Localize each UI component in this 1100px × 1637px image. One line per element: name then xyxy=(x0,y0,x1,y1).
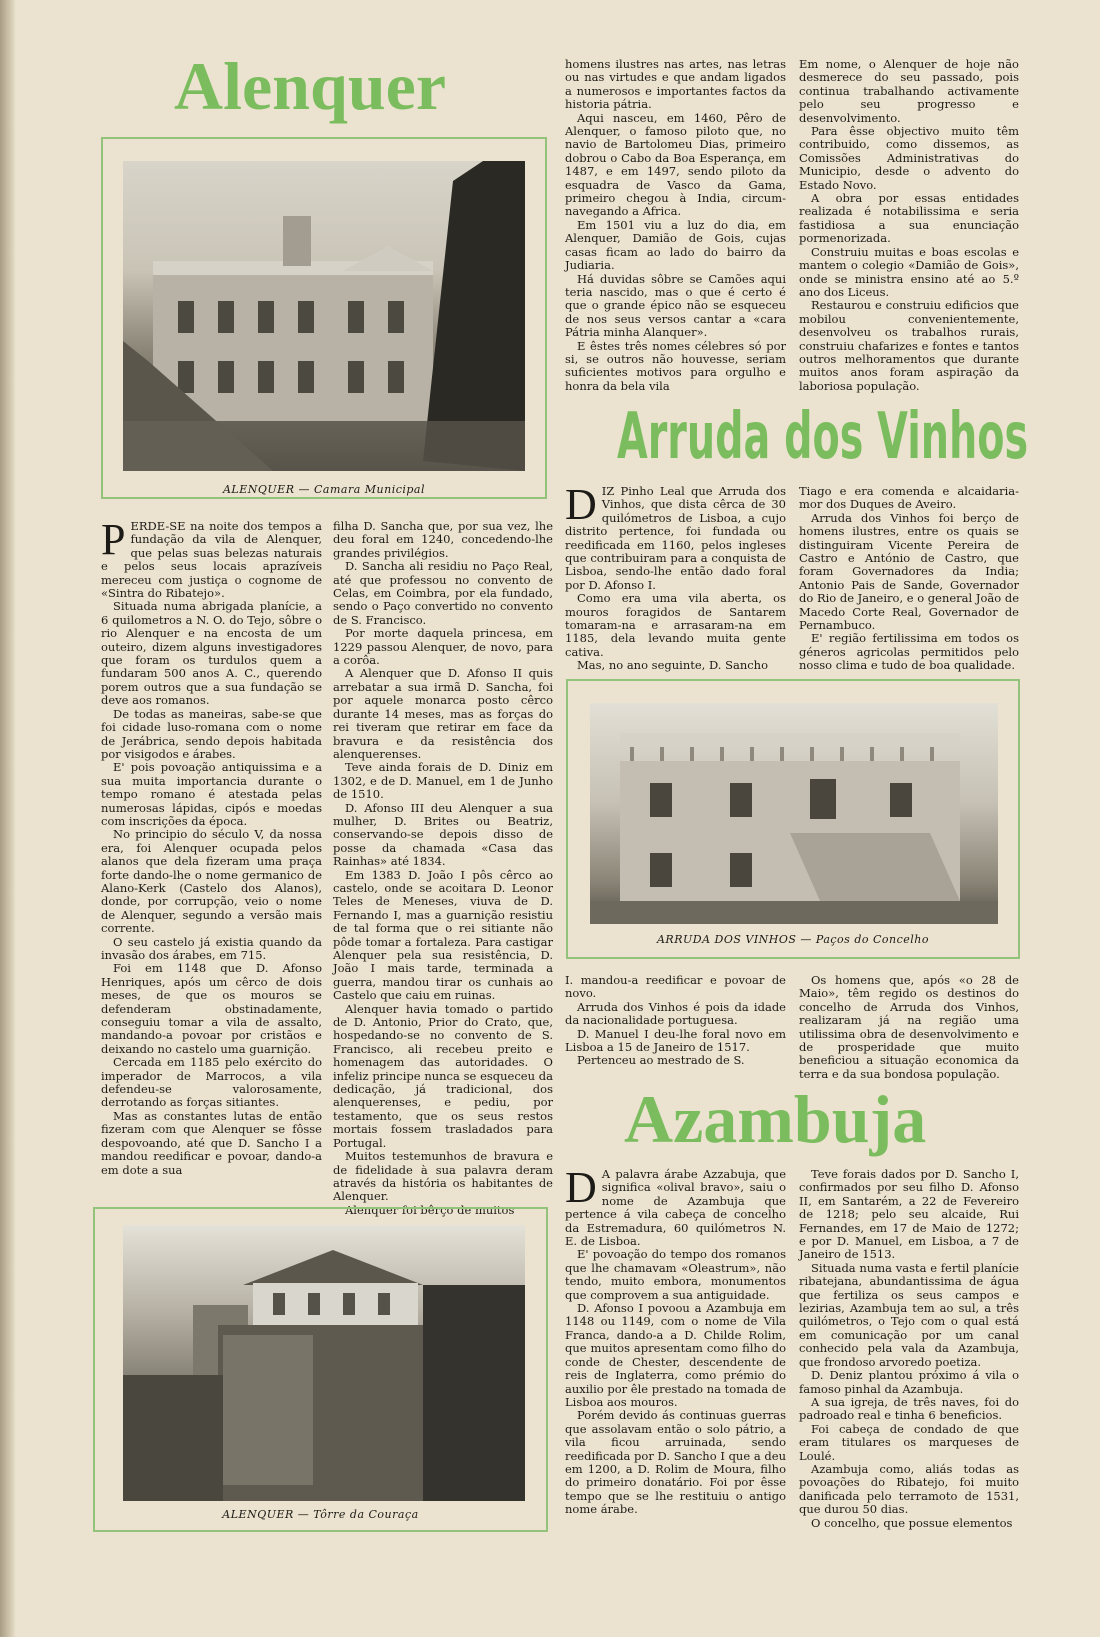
arruda-c-p2: Arruda dos Vinhos é pois da idade da nacionalidade portuguesa. xyxy=(565,999,786,1028)
azambuja-b-p1: Teve forais dados por D. Sancho I, confirmados por seu filho D. Afonso II, em Santarém, a 22 de Fevereiro de 1218; pelo seu alcaide, Rui Fernandes, em 17 de Maio de 1272; e por D. Manuel, em Lisboa, a 7 de Janeiro de 1513. xyxy=(799,1167,1019,1262)
azambuja-a-p1-text: A palavra árabe Azzabuja, que significa «olival bravo», saiu o nome de Azambuja que pertence á vila cabeça de concelho da Estremadura, 60 quilómetros N. E. de Lisboa. xyxy=(565,1167,786,1249)
azambuja-column-b xyxy=(799,1168,1019,1540)
alenquer-c2-p1: filha D. Sancha que, por sua vez, lhe deu foral em 1240, concedendo-lhe grandes privilégios. xyxy=(333,519,553,560)
alenquer-c2-p9: Muitos testemunhos de bravura e de fidelidade à sua palavra deram através da história os habitantes de Alenquer. xyxy=(333,1149,553,1204)
arruda-b-p3: E' região fertilissima em todos os géneros agricolas permitidos pelo nosso clima e tudo de boa qualidade. xyxy=(799,631,1019,673)
torre-da-couraca-illustration xyxy=(123,1225,525,1501)
alenquer-c1-p7: Foi em 1148 que D. Afonso Henriques, após um cêrco de dois meses, de que os mouros se defenderam obstinadamente, conseguiu tomar a vila de assalto, mandando-a povoar por cristãos e deixando no castelo uma guarnição. xyxy=(101,961,322,1056)
alenquer-c2-p6: D. Afonso III deu Alenquer a sua mulher, D. Brites ou Beatriz, conservando-se depois disso de posse da chamada «Casa das Rainhas» até 1834. xyxy=(333,800,553,869)
alenquer-c2-p3: Por morte daquela princesa, em 1229 passou Alenquer, de novo, para a corôa. xyxy=(333,626,553,668)
arruda-column-b xyxy=(799,485,1019,675)
alenquer-column-4 xyxy=(799,58,1019,403)
azambuja-b-p4: A sua igreja, de três naves, foi do padroado real e tinha 6 beneficios. xyxy=(799,1394,1019,1423)
alenquer-c1-p5: No principio do século V, da nossa era, foi Alenquer ocupada pelos alanos que dela fizeram uma praça forte dando-lhe o nome germanico de Alano-Kerk (Castelo dos Alanos), donde, por corrupção, veio o nome de Alenquer, segundo a versão mais corrente. xyxy=(101,827,322,936)
page-spine-shadow xyxy=(0,0,16,1637)
pacos-do-concelho-illustration xyxy=(590,703,998,924)
alenquer-photo1-frame xyxy=(101,137,547,499)
arruda-d-p1: Os homens que, após «o 28 de Maio», têm regido os destinos do concelho de Arruda dos Vinhos, realizaram já na região uma utilissima obra de desenvolvimento e de prosperidade que muito beneficiou a situação economica da terra e da sua bondosa população. xyxy=(799,973,1019,1081)
alenquer-title: Alenquer xyxy=(174,48,446,124)
alenquer-column-2 xyxy=(333,519,553,1217)
azambuja-b-p3: D. Deniz plantou próximo á vila o famoso pinhal da Azambuja. xyxy=(799,1368,1019,1396)
arruda-column-a xyxy=(565,480,786,675)
alenquer-photo2-frame xyxy=(93,1207,548,1532)
arruda-dropcap: D xyxy=(565,480,597,529)
azambuja-b-p2: Situada numa vasta e fertil planície ribatejana, abundantissima de água que fertiliza os seus campos e lezirias, Azambuja tem ao sul, a três quilómetros, o Tejo com o qual está em comunicação por um canal conhecido pela vala da Azambuja, que frondoso arvoredo poetiza. xyxy=(799,1260,1019,1369)
arruda-a-p1-text: IZ Pinho Leal que Arruda dos Vinhos, que dista cêrca de 30 quilómetros de Lisboa, a cujo distrito pertence, foi fundada ou reedificada em 1160, pelos ingleses que contribuiram para a conquista de Lisboa, sendo-lhe então dado foral por D. Afonso I. xyxy=(565,484,786,592)
torre-da-couraca-photo xyxy=(123,1225,525,1501)
alenquer-c3-p4: Há duvidas sôbre se Camões aqui teria nascido, mas o que é certo é que o grande épico não se esqueceu de nos seus versos cantar a «cara Pátria minha Alanquer». xyxy=(565,271,786,340)
azambuja-a-p3: D. Afonso I povoou a Azambuja em 1148 ou 1149, com o nome de Vila Franca, dando-a a D. Childe Rolim, que muitos apresentam como filho do conde de Chester, descendente de reis de Inglaterra, como prémio do auxilio por êle prestado na tomada de Lisboa aos mouros. xyxy=(565,1301,786,1409)
alenquer-c4-p4: Construiu muitas e boas escolas e mantem o colegio «Damião de Gois», onde se ministra ensino até ao 5.º ano dos Liceus. xyxy=(799,244,1019,299)
arruda-a-p3: Mas, no ano seguinte, D. Sancho xyxy=(577,658,769,673)
alenquer-c1-p4: E' pois povoação antiquissima e a sua muita importancia durante o tempo romano é atestada pelas numerosas lápidas, cipós e moedas com inscrições da época. xyxy=(101,760,322,828)
arruda-b-p1: Tiago e era comenda e alcaidaria-mor dos Duques de Aveiro. xyxy=(799,484,1019,512)
alenquer-c1-p2: Situada numa abrigada planície, a 6 quilometros a N. O. do Tejo, sôbre o rio Alenquer e na encosta de um outeiro, dizem alguns investigadores que foram os turdulos quem a fundaram 500 anos A. C., querendo porem outros que a sua fundação se deve aos romanos. xyxy=(101,599,322,708)
camara-municipal-illustration xyxy=(123,161,525,471)
arruda-c-p1: I. mandou-a reedificar e povoar de novo. xyxy=(565,973,786,1001)
arruda-column-c xyxy=(565,974,786,1079)
alenquer-c4-p5: Restaurou e construiu edificios que mobilou convenientemente, desenvolveu os trabalhos rurais, construiu chafarizes e fontes e tantos outros melhoramentos que durante muitos anos foram aspiração da laboriosa população. xyxy=(799,298,1019,393)
azambuja-b-p5: Foi cabeça de condado de que eram titulares os marqueses de Loulé. xyxy=(799,1421,1019,1463)
arruda-a-p2: Como era uma vila aberta, os mouros foragidos de Santarem tomaram-na e arrasaram-na em 1185, dela levando muita gente cativa. xyxy=(565,591,786,659)
alenquer-c3-p2: Aqui nasceu, em 1460, Pêro de Alenquer, o famoso piloto que, no navio de Bartolomeu Dias, primeiro dobrou o Cabo da Boa Esperança, em 1487, e em 1497, sendo piloto da esquadra de Vasco da Gama, primeiro chegou à India, circum-navegando a Africa. xyxy=(565,110,786,219)
alenquer-c3-p5: E êstes três nomes célebres só por si, se outros não houvesse, seriam suficientes motivos para orgulho e honra da bela vila xyxy=(565,338,786,393)
alenquer-c2-p2: D. Sancha ali residiu no Paço Real, até que professou no convento de Celas, em Coimbra, por ela fundado, sendo o Paço convertido no convento de S. Francisco. xyxy=(333,559,553,627)
arruda-photo-caption: ARRUDA DOS VINHOS — Paços do Concelho xyxy=(656,933,930,946)
azambuja-a-p1 xyxy=(565,1163,786,1249)
arruda-title: Arruda dos Vinhos xyxy=(617,400,1029,474)
alenquer-photo2-caption: ALENQUER — Tôrre da Couraça xyxy=(222,1508,419,1521)
alenquer-c2-p5: Teve ainda forais de D. Diniz em 1302, e de D. Manuel, em 1 de Junho de 1510. xyxy=(333,760,553,802)
alenquer-c3-p1: homens ilustres nas artes, nas letras ou nas virtudes e que andam ligados a numerosos e importantes factos da historia pátria. xyxy=(565,57,786,112)
alenquer-column-3 xyxy=(565,58,786,403)
arruda-a-p1 xyxy=(565,480,786,592)
alenquer-c2-p10: Alenquer foi bêrço de muitos xyxy=(345,1202,515,1217)
arruda-b-p2: Arruda dos Vinhos foi berço de homens ilustres, entre os quais se distinguiram Vicente Pereira de Castro e António de Castro, que foram Governadores da India; Antonio Pais de Sande, Governador do Rio de Janeiro, e o general João de Macedo Corte Real, Governador de Pernambuco. xyxy=(799,510,1020,633)
azambuja-b-p7: O concelho, que possue elementos xyxy=(811,1515,1013,1530)
alenquer-c1-p9: Mas as constantes lutas de então fizeram com que Alenquer se fôsse despovoando, até que D. Sancho I a mandou reedificar e povoar, dando-a em dote a sua xyxy=(101,1108,322,1177)
alenquer-c1-p1 xyxy=(101,515,322,601)
alenquer-c1-p8: Cercada em 1185 pelo exército do imperador de Marrocos, a vila defendeu-se valorosamente, derrotando as forças sitiantes. xyxy=(101,1055,322,1110)
arruda-column-d xyxy=(799,974,1019,1079)
arruda-c-p4: Pertenceu ao mestrado de S. xyxy=(577,1053,745,1068)
alenquer-c1-p1-text: ERDE-SE na noite dos tempos a fundação da vila de Alenquer, que pelas suas belezas naturais e pelos seus locais aprazíveis mereceu com justiça o cognome de «Sintra do Ribatejo». xyxy=(101,519,322,601)
azambuja-a-p4: Porém devido ás continuas guerras que assolavam então o solo pátrio, a vila ficou arruinada, sendo reedificada por D. Sancho I que a deu em 1200, a D. Rolim de Moura, filho do primeiro donatário. Foi por êsse tempo que se lhe restituiu o antigo nome árabe. xyxy=(565,1408,786,1517)
alenquer-c1-p3: De todas as maneiras, sabe-se que foi cidade luso-romana com o nome de Jerábrica, sendo depois habitada por visigodos e árabes. xyxy=(101,706,322,761)
alenquer-c1-p6: O seu castelo já existia quando da invasão dos árabes, em 715. xyxy=(101,934,322,962)
alenquer-c4-p2: Para êsse objectivo muito têm contribuido, como dissemos, as Comissões Administrativas do Municipio, desde o advento do Estado Novo. xyxy=(799,124,1019,192)
alenquer-c4-p1: Em nome, o Alenquer de hoje não desmerece do seu passado, pois continua trabalhando activamente pelo seu progresso e desenvolvimento. xyxy=(799,57,1019,125)
alenquer-c2-p8: Alenquer havia tomado o partido de D. Antonio, Prior do Crato, que, hospedando-se no convento de S. Francisco, ali recebeu preito e homenagem das autoridades. O infeliz principe nunca se esqueceu da dedicação, já tradicional, dos alenquerenses, e pediu, por testamento, que os seus restos mortais fossem trasladados para Portugal. xyxy=(333,1001,553,1150)
azambuja-title: Azambuja xyxy=(624,1081,927,1157)
alenquer-c4-p3: A obra por essas entidades realizada é notabilissima e seria fastidiosa a sua enunciação pormenorizada. xyxy=(799,191,1019,246)
alenquer-dropcap: P xyxy=(101,515,126,564)
azambuja-b-p6: Azambuja como, aliás todas as povoações do Ribatejo, foi muito danificada pelo terramoto de 1531, que durou 50 dias. xyxy=(799,1461,1019,1517)
alenquer-c2-p4: A Alenquer que D. Afonso II quis arrebatar a sua irmã D. Sancha, foi por aquele monarca posto cêrco durante 14 meses, mas as forças do rei tiveram que retirar em face da bravura e da resistência dos alenquerenses. xyxy=(333,666,553,761)
alenquer-c2-p7: Em 1383 D. João I pôs cêrco ao castelo, onde se acoitara D. Leonor Teles de Meneses, viuva de D. Fernando I, mas a guarnição resistiu de tal forma que o rei sitiante não pôde tomar a fortaleza. Para castigar Alenquer pela sua resistência, D. João I mais tarde, terminada a guerra, mandou tirar os cunhais ao Castelo que caiu em ruinas. xyxy=(333,867,553,1003)
camara-municipal-photo xyxy=(123,161,525,471)
azambuja-column-a xyxy=(565,1163,786,1540)
azambuja-a-p2: E' povoação do tempo dos romanos que lhe chamavam «Oleastrum», não tendo, muito embora, monumentos que comprovem a sua antiguidade. xyxy=(565,1247,786,1302)
pacos-do-concelho-photo xyxy=(590,703,998,924)
alenquer-c3-p3: Em 1501 viu a luz do dia, em Alenquer, Damião de Gois, cujas casas ficam ao lado do bairro da Judiaria. xyxy=(565,217,786,273)
azambuja-dropcap: D xyxy=(565,1163,597,1212)
arruda-photo-frame xyxy=(566,679,1020,959)
alenquer-column-1 xyxy=(101,515,322,1202)
arruda-c-p3: D. Manuel I deu-lhe foral novo em Lisboa a 15 de Janeiro de 1517. xyxy=(565,1026,786,1055)
alenquer-photo1-caption: ALENQUER — Camara Municipal xyxy=(222,483,426,496)
